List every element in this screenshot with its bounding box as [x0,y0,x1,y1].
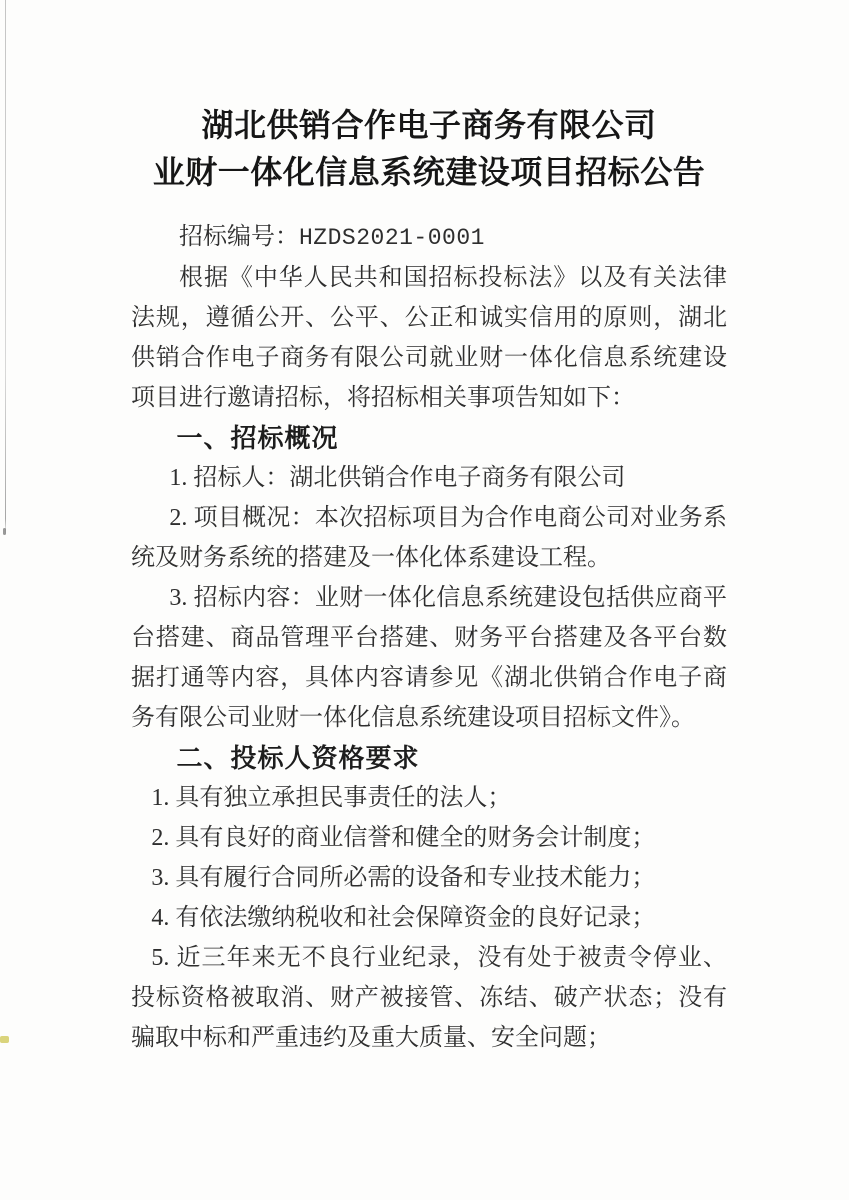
section-2-heading: 二、投标人资格要求 [176,743,420,774]
scan-dot-artifact [3,528,6,535]
section-2-item-5: 5. 近三年来无不良行业纪录，没有处于被责令停业、投标资格被取消、财产被接管、冻结、破产状态；没有骗取中标和严重违约及重大质量、安全问题； [131,945,727,1052]
tender-number-value: HZDS2021-0001 [299,225,485,252]
section-1-item-2: 2. 项目概况：本次招标项目为合作电商公司对业务系统及财务系统的搭建及一体化体系建设工程。 [131,505,727,572]
section-2-item-2: 2. 具有良好的商业信誉和健全的财务会计制度； [151,825,656,852]
intro-paragraph: 根据《中华人民共和国招标投标法》以及有关法律法规，遵循公开、公平、公正和诚实信用的原则，湖北供销合作电子商务有限公司就业财一体化信息系统建设项目进行邀请招标，将招标相关事项告知如下： [131,265,727,412]
document-title-line-2: 业财一体化信息系统建设项目招标公告 [152,154,706,190]
document-title [131,102,727,196]
section-1-heading: 一、招标概况 [176,423,339,454]
scan-edge-line-artifact [5,0,6,535]
section-2-item-3: 3. 具有履行合同所必需的设备和专业技术能力； [151,865,656,892]
section-2-item-4: 4. 有依法缴纳税收和社会保障资金的良好记录； [151,905,656,932]
section-2-item-1: 1. 具有独立承担民事责任的法人； [151,785,512,812]
tender-number-line [131,217,727,258]
document-content [131,0,727,1058]
document-title-line-1: 湖北供销合作电子商务有限公司 [201,107,657,143]
section-1-item-3: 3. 招标内容：业财一体化信息系统建设包括供应商平台搭建、商品管理平台搭建、财务平台搭建及各平台数据打通等内容，具体内容请参见《湖北供销合作电子商务有限公司业财一体化信息系统建设项目招标文件》。 [131,585,727,732]
tender-number-label: 招标编号： [179,224,299,251]
document-body [131,217,727,1058]
scan-speck-artifact [0,1036,9,1043]
section-1-item-1: 1. 招标人：湖北供销合作电子商务有限公司 [169,465,626,492]
